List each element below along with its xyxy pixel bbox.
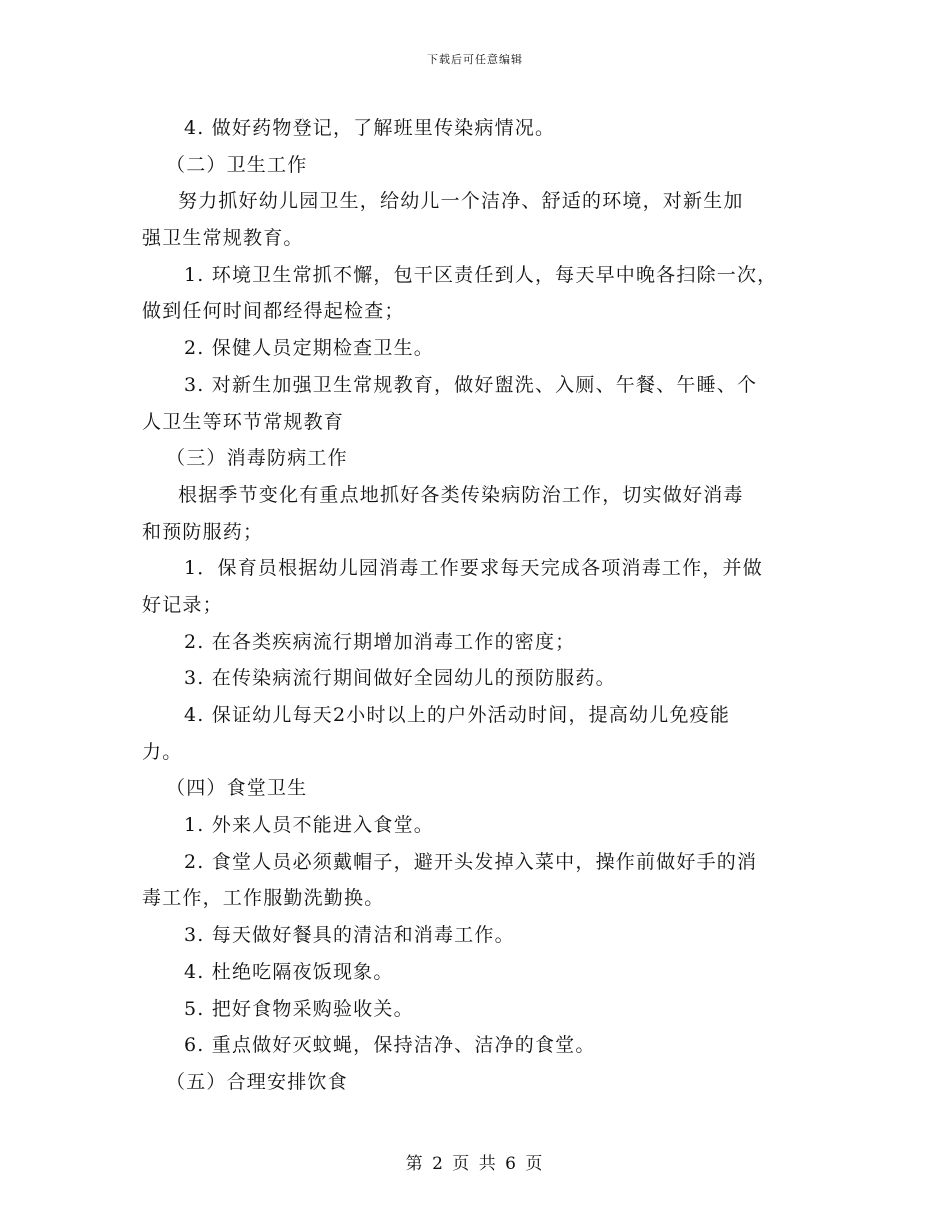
paragraph-line: 好记录；	[142, 593, 223, 616]
paragraph-line: 1. 外来人员不能进入食堂。	[184, 814, 434, 837]
paragraph-line: 强卫生常规教育。	[142, 227, 304, 250]
paragraph-line: 6. 重点做好灭蚊蝇，保持洁净、洁净的食堂。	[184, 1034, 596, 1057]
paragraph-line: 做到任何时间都经得起检查；	[142, 300, 405, 323]
page-header: 下载后可任意编辑	[427, 53, 523, 66]
paragraph-line: 4. 保证幼儿每天2小时以上的户外活动时间，提高幼儿免疫能	[184, 704, 731, 726]
paragraph-line: 努力抓好幼儿园卫生，给幼儿一个洁净、舒适的环境，对新生加	[178, 190, 744, 213]
paragraph-line: 4. 做好药物登记，了解班里传染病情况。	[184, 117, 556, 139]
paragraph-line: 1．保育员根据幼儿园消毒工作要求每天完成各项消毒工作，并做	[184, 557, 763, 580]
paragraph-line: 根据季节变化有重点地抓好各类传染病防治工作，切实做好消毒	[178, 483, 744, 506]
paragraph-line: 和预防服药；	[142, 520, 264, 543]
paragraph-line: 3. 在传染病流行期间做好全园幼儿的预防服药。	[184, 667, 616, 690]
paragraph-line: 人卫生等环节常规教育	[142, 410, 345, 433]
page-footer: 第 2 页 共 6 页	[405, 1154, 545, 1174]
document-body	[142, 110, 822, 1101]
section-heading: （四）食堂卫生	[166, 777, 308, 800]
paragraph-line: 3. 对新生加强卫生常规教育，做好盥洗、入厕、午餐、午睡、个	[184, 373, 758, 396]
section-heading: （三）消毒防病工作	[166, 447, 348, 470]
paragraph-line: 力。	[142, 740, 183, 763]
paragraph-line: 1. 环境卫生常抓不懈，包干区责任到人，每天早中晚各扫除一次，	[184, 263, 778, 286]
paragraph-line: 2. 保健人员定期检查卫生。	[184, 337, 434, 360]
section-heading: （五）合理安排饮食	[166, 1070, 348, 1093]
paragraph-line: 4. 杜绝吃隔夜饭现象。	[184, 960, 394, 983]
section-heading: （二）卫生工作	[166, 153, 308, 176]
paragraph-line: 2. 食堂人员必须戴帽子，避开头发掉入菜中，操作前做好手的消	[184, 850, 758, 873]
paragraph-line: 2. 在各类疾病流行期增加消毒工作的密度；	[184, 630, 576, 653]
paragraph-line: 毒工作，工作服勤洗勤换。	[142, 887, 385, 910]
paragraph-line: 3. 每天做好餐具的清洁和消毒工作。	[184, 924, 515, 947]
paragraph-line: 5. 把好食物采购验收关。	[184, 997, 414, 1020]
